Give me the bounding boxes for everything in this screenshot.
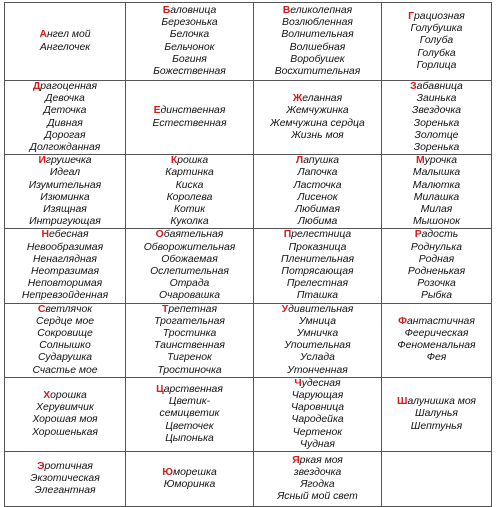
- word: Обожаемая: [161, 253, 218, 265]
- word: Голубушка: [410, 23, 463, 35]
- letter-cell-t: [126, 303, 254, 377]
- initial-letter: Ш: [397, 396, 408, 408]
- word: Зоренька: [413, 142, 460, 154]
- word: Волшебная: [289, 41, 346, 53]
- word: Счастье мое: [32, 364, 98, 376]
- table-row: [5, 303, 492, 377]
- word: Непревзойденная: [21, 290, 109, 302]
- initial-letter: З: [410, 81, 417, 92]
- word: Неотразимая: [31, 266, 99, 278]
- lead-word: Забавница: [410, 81, 463, 92]
- initial-letter: Л: [295, 155, 304, 167]
- word: Родненькая: [407, 266, 466, 278]
- word: Деточка: [43, 105, 87, 117]
- word: Шептунья: [410, 420, 463, 432]
- lead-word: Небесная: [41, 229, 89, 241]
- letter-cell-k: [126, 155, 254, 229]
- word: Воробушек: [290, 53, 345, 65]
- word: Ангелочек: [39, 41, 91, 53]
- word: Заинька: [416, 93, 457, 105]
- word: Золотце: [414, 129, 459, 141]
- letter-cell-l: [254, 155, 382, 229]
- word: Жемчужина сердца: [270, 117, 365, 129]
- initial-letter: Ф: [398, 315, 407, 327]
- word: звездочка: [293, 466, 342, 478]
- word: Киска: [175, 179, 204, 191]
- word: Жизнь моя: [291, 129, 344, 141]
- word: Чарующая: [291, 390, 344, 402]
- word: Идеал: [49, 167, 81, 179]
- word: Цветик-: [168, 396, 211, 408]
- word: Милая: [420, 204, 453, 216]
- letter-cell-g: [382, 3, 492, 81]
- letter-cell-zh: [254, 81, 382, 155]
- initial-letter: У: [281, 303, 289, 315]
- word: Сердце мое: [35, 315, 95, 327]
- word: Малышка: [412, 167, 461, 179]
- initial-letter: Б: [162, 4, 171, 16]
- word: Девочка: [45, 93, 85, 105]
- word: Неповторимая: [27, 278, 103, 290]
- word: Жемчужинка: [286, 105, 349, 117]
- word: Роднулька: [410, 241, 463, 253]
- word: Ласточка: [293, 179, 342, 191]
- letter-cell-ye: [126, 81, 254, 155]
- lead-word: Баловница: [162, 4, 217, 16]
- word: Умница: [299, 315, 336, 327]
- word: Долгожданная: [29, 142, 101, 154]
- lead-word: Прелестница: [283, 229, 352, 241]
- word: Ясный мой свет: [277, 491, 358, 503]
- word: Интригующая: [29, 216, 101, 228]
- letter-cell-o: [126, 229, 254, 303]
- word: Таинственная: [154, 340, 225, 352]
- lead-word: Трепетная: [162, 303, 217, 315]
- letter-cell-r: [382, 229, 492, 303]
- lead-word: Радость: [414, 229, 459, 241]
- letter-cell-ya: [254, 452, 382, 507]
- word: Пленительная: [280, 253, 355, 265]
- initial-letter: П: [283, 229, 292, 241]
- word: Ослепительная: [150, 266, 229, 278]
- word: Восхитительная: [274, 65, 361, 77]
- word: Малютка: [412, 179, 461, 191]
- letter-cell-p: [254, 229, 382, 303]
- word: Потрясающая: [281, 266, 354, 278]
- initial-letter: Ю: [162, 466, 173, 478]
- word: Экзотическая: [30, 472, 100, 484]
- word: Голубка: [417, 47, 456, 59]
- word: Котик: [173, 204, 206, 216]
- word: семицветик: [159, 408, 220, 420]
- initial-letter: Э: [37, 460, 45, 472]
- word: Услада: [300, 352, 335, 364]
- word: Березонька: [161, 17, 218, 29]
- word: Любимая: [294, 204, 340, 216]
- word: Чертенок: [292, 426, 343, 438]
- word: Хорошая моя: [32, 414, 98, 426]
- word: Фея: [426, 352, 447, 364]
- word: Сокровище: [37, 328, 93, 340]
- word: Картинка: [165, 167, 214, 179]
- initial-letter: Ч: [294, 377, 302, 389]
- word: Голуба: [419, 35, 454, 47]
- word: Феноменальная: [397, 340, 476, 352]
- initial-letter: Н: [41, 229, 49, 241]
- word: Родная: [418, 253, 455, 265]
- word: Шалунья: [415, 408, 458, 420]
- initial-letter: Р: [414, 229, 422, 241]
- word: Чудная: [300, 438, 335, 450]
- letter-cell-e: [5, 452, 126, 507]
- word: Милашка: [413, 191, 460, 203]
- letter-cell-s: [5, 303, 126, 377]
- table-row: [5, 155, 492, 229]
- word: Обворожительная: [143, 241, 236, 253]
- initial-letter: Ц: [156, 383, 164, 395]
- initial-letter: Т: [162, 303, 169, 315]
- lead-word: Светлячок: [37, 303, 93, 315]
- letter-cell-u: [254, 303, 382, 377]
- word: Рыбка: [420, 290, 453, 302]
- lead-word: Драгоценная: [32, 81, 98, 92]
- initial-letter: И: [38, 155, 46, 167]
- word: Элегантная: [34, 485, 96, 497]
- word: Хорошенькая: [32, 426, 98, 438]
- table-row: [5, 81, 492, 155]
- letter-cell-kh: [5, 377, 126, 451]
- word: Любима: [297, 216, 338, 228]
- word: Естественная: [152, 117, 227, 129]
- word: Божественная: [153, 65, 226, 77]
- initial-letter: Я: [292, 454, 300, 466]
- lead-word: Яркая моя: [292, 454, 343, 466]
- lead-word: Великолепная: [282, 4, 353, 16]
- word: Феерическая: [404, 328, 469, 340]
- word: Возлюбленная: [282, 17, 353, 29]
- word: Проказница: [288, 241, 347, 253]
- word: Тростиночка: [157, 364, 222, 376]
- letter-cell-b: [126, 3, 254, 81]
- letter-cell-yu: [126, 452, 254, 507]
- lead-word: Игрушечка: [38, 155, 92, 167]
- word: Тростинка: [162, 328, 217, 340]
- word: Пташка: [296, 290, 339, 302]
- initial-letter: Д: [32, 81, 41, 92]
- word: Зоренька: [413, 117, 460, 129]
- word: Дивная: [47, 117, 83, 129]
- word: Упоительная: [284, 340, 351, 352]
- word: Мышонок: [412, 216, 461, 228]
- lead-word: Удивительная: [281, 303, 354, 315]
- letter-cell-d: [5, 81, 126, 155]
- letter-cell-m: [382, 155, 492, 229]
- letter-cell-n: [5, 229, 126, 303]
- table-row: [5, 229, 492, 303]
- lead-word: Шалунишка моя: [397, 396, 476, 408]
- word: Ненаглядная: [33, 253, 97, 265]
- word: Сударушка: [37, 352, 93, 364]
- word: Белочка: [169, 29, 210, 41]
- letter-cell-sh: [382, 377, 492, 451]
- word: Бельчонок: [164, 41, 215, 53]
- lead-word: Юморешка: [162, 466, 217, 478]
- letter-cell-f: [382, 303, 492, 377]
- word: Куколка: [170, 216, 209, 228]
- names-table: [4, 2, 492, 507]
- word: Лапочка: [297, 167, 338, 179]
- initial-letter: Ж: [292, 93, 303, 105]
- word: Утонченная: [287, 364, 348, 376]
- word: Херувимчик: [36, 402, 94, 414]
- initial-letter: Х: [43, 390, 51, 402]
- lead-word: Ангел мой: [39, 29, 91, 41]
- word: Волнительная: [281, 29, 354, 41]
- word: Богиня: [172, 53, 207, 65]
- lead-word: Обаятельная: [155, 229, 224, 241]
- table-row: [5, 452, 492, 507]
- lead-word: Грациозная: [408, 10, 465, 22]
- table-row: [5, 377, 492, 451]
- empty-cell: [382, 452, 492, 507]
- initial-letter: В: [282, 4, 291, 16]
- word: Чаровница: [290, 402, 345, 414]
- word: Королева: [166, 191, 213, 203]
- initial-letter: С: [37, 303, 46, 315]
- word: Звездочка: [411, 105, 462, 117]
- letter-cell-z: [382, 81, 492, 155]
- word: Розочка: [417, 278, 456, 290]
- word: Изящная: [43, 204, 87, 216]
- word: Цыпонька: [165, 432, 214, 444]
- word: Изумительная: [28, 179, 102, 191]
- word: Юморинка: [163, 479, 216, 491]
- lead-word: Мурочка: [415, 155, 457, 167]
- letter-cell-v: [254, 3, 382, 81]
- lead-word: Фантастичная: [398, 315, 475, 327]
- word: Изюминка: [40, 191, 90, 203]
- word: Солнышко: [39, 340, 91, 352]
- letter-cell-ts: [126, 377, 254, 451]
- word: Очаровашка: [158, 290, 221, 302]
- table-row: [5, 3, 492, 81]
- letter-cell-i: [5, 155, 126, 229]
- letter-cell-ch: [254, 377, 382, 451]
- word: Тигренок: [167, 352, 212, 364]
- lead-word: Чудесная: [294, 377, 341, 389]
- initial-letter: А: [39, 29, 47, 41]
- initial-letter: М: [415, 155, 425, 167]
- word: Дорогая: [44, 129, 86, 141]
- initial-letter: К: [170, 155, 178, 167]
- initial-letter: О: [155, 229, 164, 241]
- letter-cell-a: [5, 3, 126, 81]
- word: Трогательная: [154, 315, 225, 327]
- lead-word: Единственная: [153, 105, 226, 117]
- lead-word: Лапушка: [295, 155, 340, 167]
- word: Умничка: [296, 328, 339, 340]
- word: Отрада: [169, 278, 210, 290]
- initial-letter: Е: [153, 105, 161, 117]
- word: Цветочек: [165, 420, 214, 432]
- word: Лисенок: [297, 191, 338, 203]
- lead-word: Хорошка: [43, 390, 87, 402]
- word: Невообразимая: [26, 241, 104, 253]
- word: Чародейка: [291, 414, 344, 426]
- word: Ягодка: [300, 479, 335, 491]
- lead-word: Крошка: [170, 155, 209, 167]
- lead-word: Желанная: [292, 93, 343, 105]
- initial-letter: Г: [408, 10, 415, 22]
- lead-word: Царственная: [156, 383, 223, 395]
- lead-word: Эротичная: [37, 460, 93, 472]
- word: Горлица: [416, 59, 457, 71]
- word: Прелестная: [286, 278, 349, 290]
